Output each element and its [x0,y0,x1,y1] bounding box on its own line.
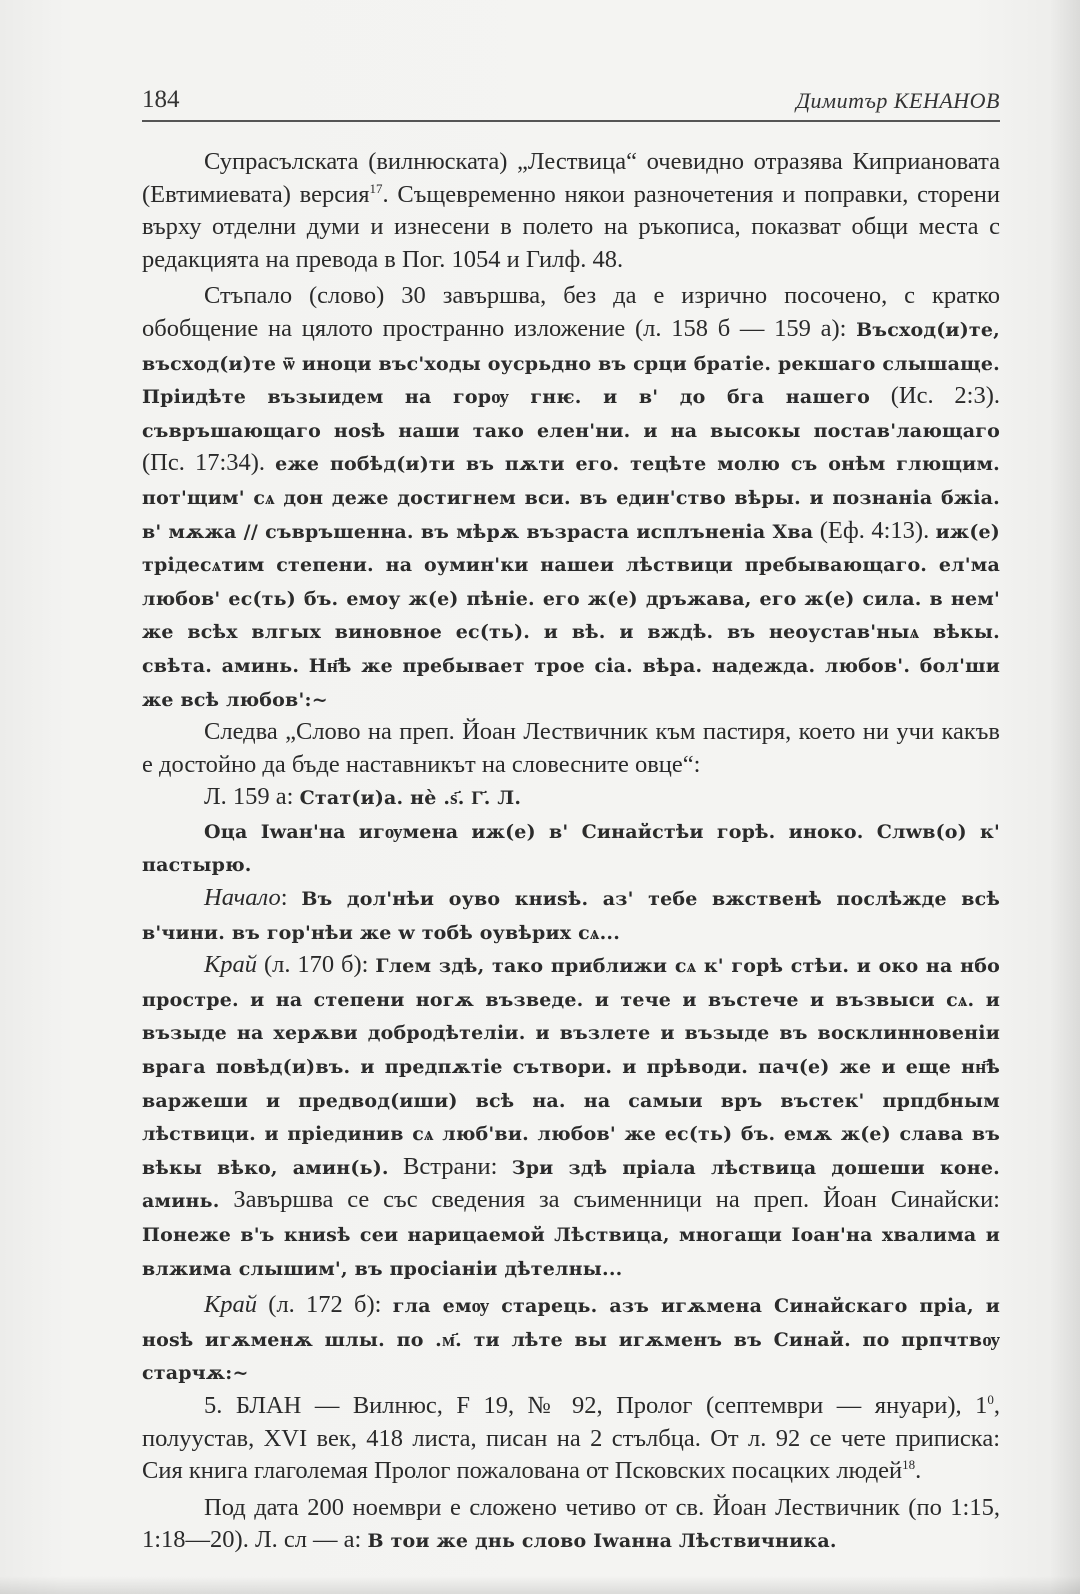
footnote-ref-18: 18 [902,1457,916,1472]
paragraph-1: Супрасълската (вилнюската) „Лествица“ очевидно отразява Киприановата (Евтимиевата) версия$^{17}$. Същевременно някои разночетения и поправки, сторени върху отделни думи и изнесени в полето на ръкописа, показват общи места с редакцията на превода в Пог. 1054 и Гилф. 48. [142,148,1001,273]
church-slavonic-quote: Понеже в'ъ книѕѣ сеи нарицаемой Лѣствица, многащи Іоан'на хвалима и влжима слышим', въ просіаніи дѣтелны... [142,1224,1000,1280]
running-head: Димитър КЕНАНОВ [796,88,1000,113]
paragraph-4: Л. 159 а: Стат(и)а. нѐ .ѕ҃. Г҃. Л. [204,783,522,811]
church-slavonic-quote: Зри здѣ пріала лѣствица дошеши коне. аминь. [142,1156,1000,1213]
church-slavonic-quote: Въ дол'нѣи оуво книѕѣ. аз' тебе вжственѣ послѣжде всѣ в'чини. въ гор'нѣи же w тобѣ оувѣрих сѧ... [142,888,1001,944]
page-body [142,146,1000,1558]
section-label: Край [204,1291,258,1319]
footnote-ref-17: 17 [369,180,383,196]
paragraph-10: Под дата 200 ноември е сложено четиво от св. Йоан Лествичник (по 1:15, 1:18—20). Л. сл — а: В тои же днь слово Іwанна Лѣствичника. [142,1493,1000,1554]
paragraph-7: Край (л. 170 б): Глем здѣ, тако приближи сѧ к' горѣ стѣи. и око на нбо простре. и на степени ногѫ възведе. и тече и въстече и възвыси сѧ. и възыде на херѫви добродѣтеліи. и възлете и възыде въ восклинновеніи врага повѣд(и)въ. и предпѫтіе сътвори. и прѣводи. пач(е) же и еще нн҃ѣ варжеши и предвод(иши) всѣ на. на самыи връ въстек' прпдбным лѣствици. и пріединив сѧ люб'ви. любов' же ес(ть) бъ. емѫ ж(е) слава въ вѣкы вѣко, амин(ь). Встрани: Зри здѣ пріала лѣствица дошеши коне. аминь. Завършва се със сведения за съименници на преп. Йоан Синайски: Понеже в'ъ книѕѣ сеи нарицаемой Лѣствица, многащи Іоан'на хвалима и влжима слышим', въ просіаніи дѣтелны... [142,951,1000,1280]
church-slavonic-quote: Оца Іwан'на игѹмена иж(е) в' Синайстѣи горѣ. иноко. Слwв(о) к' пастырю. [142,820,1000,877]
section-label: Начало [204,884,281,912]
church-slavonic-quote: Въсход(и)те, въсход(и)те ѿ иноци въс'ходы оусрьдно въ срци братіе. рекшаго слышаще. Пріидѣте възыидем на горѹ гнѥ. и в' до бга нашего [142,318,1000,409]
section-label: Край [204,951,258,979]
paragraph-6: Начало: Въ дол'нѣи оуво книѕѣ. аз' тебе вжственѣ послѣжде всѣ в'чини. въ гор'нѣи же w тобѣ оувѣрих сѧ... [142,884,1001,944]
church-slavonic-quote: В тои же днь слово Іwанна Лѣствичника. [367,1530,837,1553]
paragraph-3: Следва „Слово на преп. Йоан Лествичник към пастиря, което ни учи какъв е достойно да бъде наставникът на словесните овце“: [142,718,1000,778]
church-slavonic-quote: Стат(и)а. нѐ .ѕ҃. Г҃. Л. [299,787,522,810]
paragraph-8: Край (л. 172 б): гла емѹ старець. азъ игѫмена Синайскаго пріа, и ноѕѣ игѫменѫ шлы. по .м҃. ти лѣте вы игѫменъ въ Синай. по прпчтвѹ старчѫ:~ [142,1291,1001,1385]
paragraph-5 [142,815,1000,882]
page-number: 184 [142,86,180,113]
paragraph-9: 5. БЛАН — Вилнюс, F 19, № 92, Пролог (септември — януари), $1^0$, полуустав, XVI век, 418 листа, писан на 2 стълбца. От л. 92 се чете приписка: Сия книга глаголемая Пролог пожалована от Псковских посацких людей$^{18}$. [142,1391,1000,1485]
page-edge-shadow [1050,0,1080,1594]
church-slavonic-quote: еже побѣд(и)ти въ пѫти его. тецѣте молю съ онѣм глющим. пот'щим' сѧ дон деже достигнем вси. въ един'ство вѣры. и познаніа бжіа. в' мѫжа // съвръшенна. въ мѣрѫ възраста исплъненіа Хва [142,453,1000,543]
church-slavonic-quote: иж(е) трідесѧтим степени. на оумин'ки нашеи лѣствици пребывающаго. ел'ма любов' ес(ть) бъ. емоу ж(е) пѣніе. его ж(е) дръжава, его ж(е) сила. в нем' же всѣх влгых виновное ес(ть). и вѣ. и вждѣ. въ неоустав'ныѧ вѣкы. свѣта. аминь. Нн҃ѣ же пребывает трое сіа. вѣра. надежда. любов'. бол'ши же всѣ любов':~ [142,520,1000,711]
church-slavonic-quote: съвръшающаго ноѕѣ наши тако елен'ни. и на высокы постав'лающаго [142,419,1000,442]
church-slavonic-quote: гла емѹ старець. азъ игѫмена Синайскаго пріа, и ноѕѣ игѫменѫ шлы. по .м҃. ти лѣте вы игѫменъ въ Синай. по прпчтвѹ старчѫ:~ [142,1295,1001,1385]
page-header [142,84,1000,122]
church-slavonic-quote: Глем здѣ, тако приближи сѧ к' горѣ стѣи. и око на нбо простре. и на степени ногѫ възведе. и тече и въстече и възвыси сѧ. и възыде на херѫви добродѣтеліи. и възлете и възыде въ восклинновеніи врага повѣд(и)въ. и предпѫтіе сътвори. и прѣводи. пач(е) же и еще нн҃ѣ варжеши и предвод(иши) всѣ на. на самыи връ въстек' прпдбным лѣствици. и пріединив сѧ люб'ви. любов' же ес(ть) бъ. емѫ ж(е) слава въ вѣкы вѣко, амин(ь). [142,955,1000,1179]
paragraph-2: Стъпало (слово) 30 завършва, без да е изрично посочено, с кратко обобщение на цялото пространно изложение (л. 158 б — 159 а): Въсход(и)те, въсход(и)те ѿ иноци въс'ходы оусрьдно въ срци братіе. рекшаго слышаще. Пріидѣте възыидем на горѹ гнѥ. и в' до бга нашего (Ис. 2:3). съвръшающаго ноѕѣ наши тако елен'ни. и на высокы постав'лающаго (Пс. 17:34). еже побѣд(и)ти въ пѫти его. тецѣте молю съ онѣм глющим. пот'щим' сѧ дон деже достигнем вси. въ един'ство вѣры. и познаніа бжіа. в' мѫжа // съвръшенна. въ мѣрѫ възраста исплъненіа Хва (Еф. 4:13). иж(е) трідесѧтим степени. на оумин'ки нашеи лѣствици пребывающаго. ел'ма любов' ес(ть) бъ. емоу ж(е) пѣніе. его ж(е) дръжава, его ж(е) сила. в нем' же всѣх влгых виновное ес(ть). и вѣ. и вждѣ. въ неоустав'ныѧ вѣкы. свѣта. аминь. Нн҃ѣ же пребывает трое сіа. вѣра. надежда. любов'. бол'ши же всѣ любов':~ [142,282,1000,711]
page-bottom-shadow [0,1576,1080,1594]
